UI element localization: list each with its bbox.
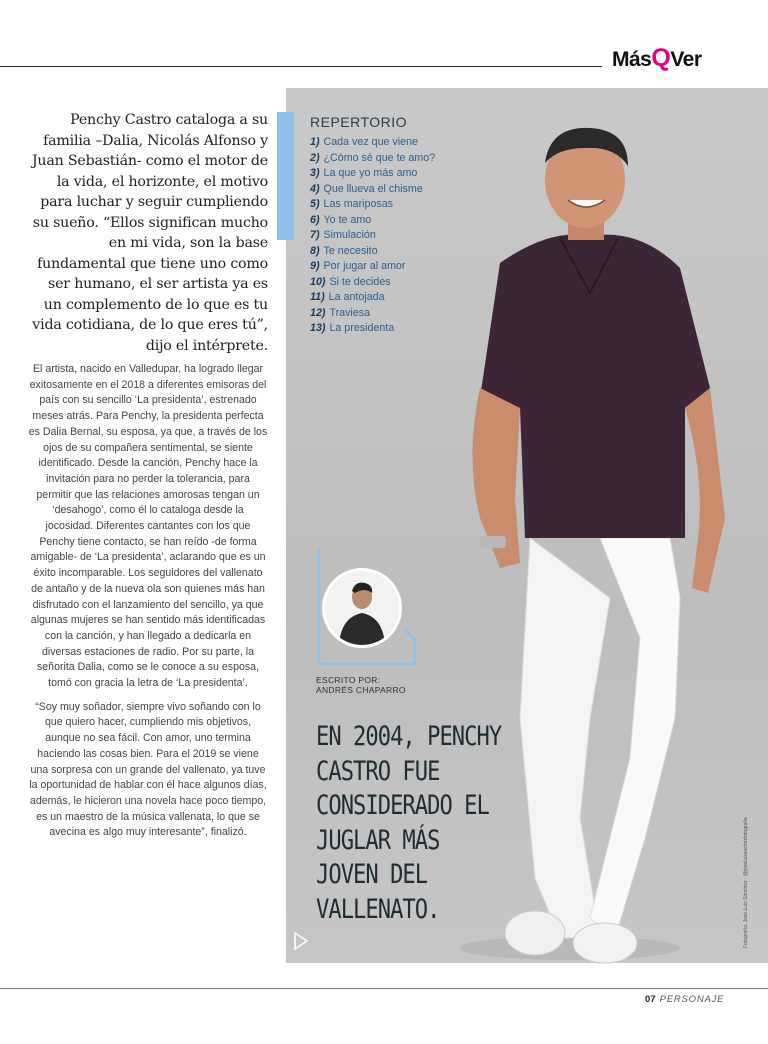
list-item: 2) ¿Cómo sé que te amo?	[310, 151, 436, 164]
corner-triangle-icon	[294, 932, 308, 950]
repertorio-title: REPERTORIO	[310, 114, 408, 130]
list-item: 9) Por jugar al amor	[310, 260, 406, 272]
bottom-rule	[0, 988, 768, 989]
list-item: 13) La presidenta	[310, 322, 395, 334]
list-item: 3) La que yo más amo	[310, 167, 418, 179]
list-item: 1) Cada vez que viene	[310, 136, 418, 148]
page-footer	[645, 994, 724, 1005]
page-number: 07	[645, 994, 656, 1005]
repertorio-accent-bar	[277, 112, 294, 240]
author-avatar	[322, 568, 402, 648]
body-paragraph-2: “Soy muy soñador, siempre vivo soñando con lo que quiero hacer, cumpliendo mis objetivos, aunque no sea fácil. Con amor, uno termina haciendo las cosas bien. Para el 2019 se viene una sorpresa con un grande del vallenato, ya tuve la oportunidad de hablar con él hace algunos días, además, le hicieron una novela hace poco tiempo, es un maestro de la música vallenata, lo que se avecina es algo muy interesante”, finalizó.	[29, 700, 267, 839]
svg-text:Fotografía: José Luis Sánchez: Fotografía: José Luis Sánchez · @joseluisanchezfotografia	[743, 817, 749, 948]
list-item: 6) Yo te amo	[310, 213, 372, 226]
list-item: 11) La antojada	[310, 291, 385, 303]
top-rule	[0, 66, 602, 67]
repertorio-box	[310, 114, 510, 337]
section-name: PERSONAJE	[659, 994, 725, 1005]
list-item: 7) Simulación	[310, 229, 376, 241]
photo-credit	[740, 780, 750, 950]
pull-quote-headline: EN 2004, PENCHY CASTRO FUE CONSIDERADO EL JUGLAR MÁS JOVEN DEL VALLENATO.	[316, 721, 502, 925]
article-column	[28, 110, 268, 849]
list-item: 4) Que llueva el chisme	[310, 182, 423, 195]
author-byline: ESCRITO POR: ANDRÉS CHAPARRO	[316, 675, 406, 695]
list-item: 8) Te necesito	[310, 244, 378, 257]
author-portrait-icon	[325, 571, 399, 645]
list-item: 10) Si te decides	[310, 275, 391, 288]
list-item: 12) Traviesa	[310, 306, 371, 319]
body-paragraph-1: El artista, nacido en Valledupar, ha logrado llegar exitosamente en el 2018 a diferentes emisoras del país con su sencillo ‘La presidenta’, estrenado meses atrás. Para Penchy, la presidenta perfecta es Dalia Bernal, su esposa, ya que, a través de los ojos de su compañera sentimental, se siente identificado. Desde la canción, Penchy hace la invitación para no perder la tolerancia, para permitir que las relaciones amorosas tengan un ‘desahogo’, como él lo cataloga desde la jocosidad. Diferentes cantantes con los que Penchy tiene contacto, se han reído -de forma amigable- de ‘La presidenta’, aclarando que es un éxito incomparable. Los seguidores del vallenato de antaño y de la nueva ola son quienes más han disfrutado con el lanzamiento del sencillo, ya que algunas mujeres se han sentido más identificadas con la canción, y han llegado a dedicarla en diversas estaciones de radio. Por su parte, la señorita Dalia, como se le conoce a su esposa, tomó con gracia la letra de ‘La presidenta’.	[28, 363, 268, 690]
list-item: 5) Las mariposas	[310, 198, 394, 210]
brand-logo: MásQVer	[612, 44, 702, 72]
lead-paragraph: Penchy Castro cataloga a su familia –Dalia, Nicolás Alfonso y Juan Sebastián- como el motor de la vida, el horizonte, el motivo para luchar y seguir cumpliendo su sueño. “Ellos significan mucho en mi vida, son la base fundamental que tiene uno como ser humano, el ser artista ya es un complemento de lo que es tu vida cotidiana, de lo que eres tú”, dijo el intérprete.	[31, 112, 268, 354]
